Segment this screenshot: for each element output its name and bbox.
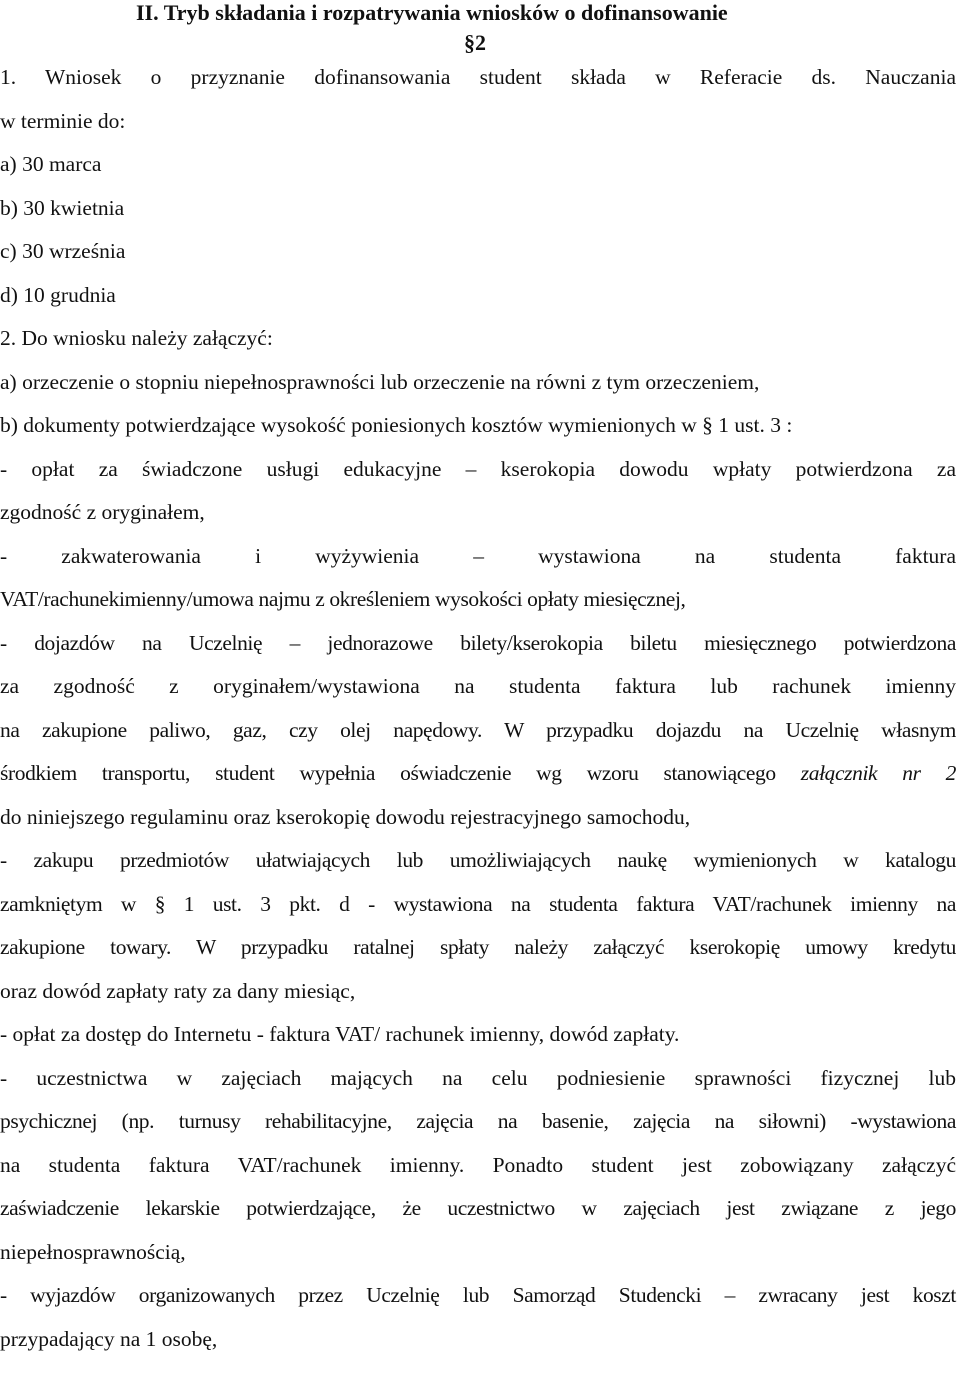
section-number: §2 bbox=[464, 30, 486, 55]
fees-line-1: - opłat za świadczone usługi edukacyjne – kserokopia dowodu wpłaty potwierdzona za bbox=[0, 456, 956, 481]
deadline-d: d) 10 grudnia bbox=[0, 282, 116, 307]
item-1-line-2: w terminie do: bbox=[0, 108, 126, 133]
deadline-c: c) 30 września bbox=[0, 239, 126, 263]
list-item-trips bbox=[0, 1274, 956, 1361]
activities-line-2: psychicznej (np. turnusy rehabilitacyjne, zajęcia na basenie, zajęcia na siłowni) -wystawiona bbox=[0, 1109, 956, 1133]
item-2-b: b) dokumenty potwierdzające wysokość poniesionych kosztów wymienionych w § 1 ust. 3 : bbox=[0, 413, 793, 437]
item-1-line-1: 1. Wniosek o przyznanie dofinansowania student składa w Referacie ds. Nauczania bbox=[0, 65, 956, 89]
item-2-intro: 2. Do wniosku należy załączyć: bbox=[0, 326, 273, 350]
trips-line-1: - wyjazdów organizowanych przez Uczelnię lub Samorząd Studencki – zwracany jest koszt bbox=[0, 1283, 956, 1307]
activities-line-4: zaświadczenie lekarskie potwierdzające, że uczestnictwo w zajęciach jest związane z jego bbox=[0, 1196, 956, 1220]
accommodation-line-1: - zakwaterowania i wyżywienia – wystawiona na studenta faktura bbox=[0, 543, 956, 568]
trips-line-2: przypadający na 1 osobę, bbox=[0, 1326, 218, 1351]
deadline-b: b) 30 kwietnia bbox=[0, 195, 125, 220]
purchase-line-3: zakupione towary. W przypadku ratalnej spłaty należy załączyć kserokopię umowy kredytu bbox=[0, 935, 956, 959]
list-item-commute bbox=[0, 622, 956, 840]
commute-line-2: za zgodność z oryginałem/wystawiona na studenta faktura lub rachunek imienny bbox=[0, 674, 956, 698]
commute-line-4-text: środkiem transportu, student wypełnia oświadczenie wg wzoru stanowiącego bbox=[0, 761, 801, 785]
item-2-a: a) orzeczenie o stopniu niepełnosprawności lub orzeczenie na równi z tym orzeczeniem, bbox=[0, 369, 760, 394]
deadline-a: a) 30 marca bbox=[0, 152, 102, 176]
item-2 bbox=[0, 317, 956, 1361]
list-item-accommodation bbox=[0, 535, 956, 622]
list-item-fees bbox=[0, 448, 956, 535]
commute-line-5: do niniejszego regulaminu oraz kserokopię dowodu rejestracyjnego samochodu, bbox=[0, 804, 691, 829]
item-1 bbox=[0, 56, 956, 317]
accommodation-line-2: VAT/rachunekimienny/umowa najmu z określeniem wysokości opłaty miesięcznej, bbox=[0, 587, 686, 611]
list-item-activities bbox=[0, 1057, 956, 1275]
attachment-reference: załącznik nr 2 bbox=[800, 761, 956, 785]
purchase-line-1: - zakupu przedmiotów ułatwiających lub umożliwiających naukę wymienionych w katalogu bbox=[0, 848, 956, 872]
list-item-purchase bbox=[0, 839, 956, 1013]
purchase-line-2: zamkniętym w § 1 ust. 3 pkt. d - wystawiona na studenta faktura VAT/rachunek imienny na bbox=[0, 891, 956, 916]
activities-line-5: niepełnosprawnością, bbox=[0, 1239, 186, 1264]
commute-line-3: na zakupione paliwo, gaz, czy olej napędowy. W przypadku dojazdu na Uczelnię własnym bbox=[0, 717, 956, 742]
commute-line-1: - dojazdów na Uczelnię – jednorazowe bilety/kserokopia biletu miesięcznego potwierdzona bbox=[0, 630, 956, 655]
fees-line-2: zgodność z oryginałem, bbox=[0, 500, 205, 524]
chapter-heading: II. Tryb składania i rozpatrywania wniosków o dofinansowanie bbox=[136, 0, 728, 25]
activities-line-3: na studenta faktura VAT/rachunek imienny. Ponadto student jest zobowiązany załączyć bbox=[0, 1152, 956, 1177]
activities-line-1: - uczestnictwa w zajęciach mających na celu podniesienie sprawności fizycznej lub bbox=[0, 1065, 956, 1090]
purchase-line-4: oraz dowód zapłaty raty za dany miesiąc, bbox=[0, 978, 356, 1003]
list-item-internet: - opłat za dostęp do Internetu - faktura VAT/ rachunek imienny, dowód zapłaty. bbox=[0, 1022, 680, 1046]
commute-line-4 bbox=[0, 752, 956, 796]
